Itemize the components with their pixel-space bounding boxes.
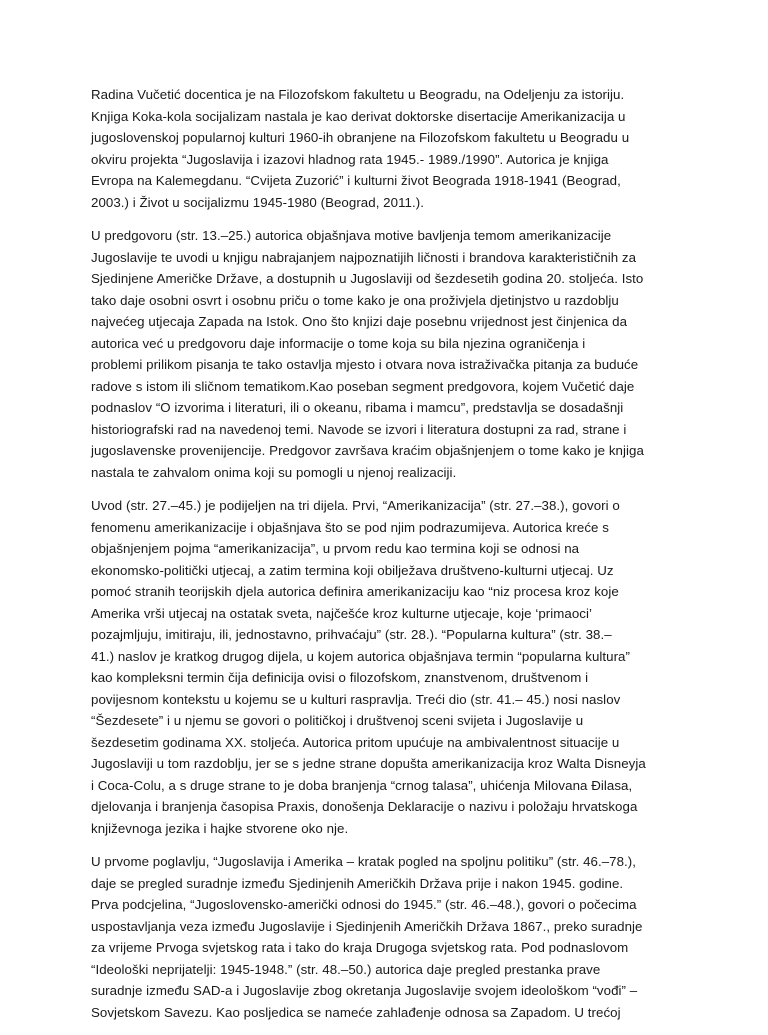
text-line: objašnjenjem pojma “amerikanizacija”, u prvom redu kao termina koji se odnosi na xyxy=(91,541,580,556)
text-line: pomoć stranih teorijskih djela autorica definira amerikanizaciju kao “niz procesa kroz koje xyxy=(91,584,619,599)
text-line: daje se pregled suradnje između Sjedinjenih Američkih Država prije i nakon 1945. godine. xyxy=(91,875,624,891)
text-line: Sovjetskom Savezu. Kao posljedica se nameće zahlađenje odnosa sa Zapadom. U trećoj xyxy=(91,1004,621,1020)
text-line: Knjiga Koka-kola socijalizam nastala je kao derivat doktorske disertacije Amerikanizacija u xyxy=(91,108,626,124)
text-line: najvećeg utjecaja Zapada na Istok. Ono što knjizi daje posebnu vrijednost jest činjenica da xyxy=(91,314,628,329)
text-line: historiografski rad na navedenoj temi. Navode se izvori i literatura dostupni za rad, strane i xyxy=(91,421,627,437)
text-line: jugoslovenskoj popularnoj kulturi 1960-ih obranjene na Filozofskom fakultetu u Beogradu u xyxy=(91,130,630,145)
text-line: “Šezdesete” i u njemu se govori o političkoj i društvenoj sceni svijeta i Jugoslavije u xyxy=(91,713,584,728)
text-line: pozajmljuju, imitiraju, ili, jednostavno, prihvaćaju” (str. 28.). “Popularna kultura” (str. 38.– xyxy=(91,627,612,642)
text-line: fenomenu amerikanizacije i objašnjava što se pod njim podrazumijeva. Autorica kreće s xyxy=(91,519,609,535)
text-line: Radina Vučetić docentica je na Filozofskom fakultetu u Beogradu, na Odeljenju za istoriju. xyxy=(91,87,625,102)
text-line: književnoga jezika i hajke stvorene oko nje. xyxy=(91,820,349,836)
text-line: “Ideološki neprijatelji: 1945-1948.” (str. 48.–50.) autorica daje pregled prestanka prave xyxy=(91,961,601,977)
text-line: Amerika vrši utjecaj na ostatak sveta, najčešće kroz kulturne utjecaje, koje ‘primaoci’ xyxy=(91,605,592,621)
text-line: šezdesetim godinama XX. stoljeća. Autorica pritom upućuje na ambivalentnost situacije u xyxy=(91,734,620,750)
text-line: okviru projekta “Jugoslavija i izazovi hladnog rata 1945.- 1989./1990”. Autorica je knjiga xyxy=(91,151,609,167)
text-line: suradnje između SAD-a i Jugoslavije zbog okretanja Jugoslavije svojem ideološkom “vođi” – xyxy=(91,983,638,998)
paragraph xyxy=(91,225,691,483)
text-line: djelovanja i branjenja časopisa Praxis, donošenja Deklaracije o nazivu i položaju hrvatskoga xyxy=(91,799,638,814)
text-line: podnaslov “O izvorima i literaturi, ili o okeanu, ribama i mamcu”, predstavlja se dosadašnji xyxy=(91,400,624,415)
text-line: tako daje osobni osvrt i osobnu priču o tome kako je ona proživjela djetinjstvo u razdoblju xyxy=(91,292,619,308)
text-line: 41.) naslov je kratkog drugog dijela, u kojem autorica objašnjava termin “popularna kultura” xyxy=(91,648,630,664)
text-line: Jugoslavije te uvodi u knjigu nabrajanjem najpoznatijih ličnosti i brandova karakterističnih za xyxy=(91,249,637,265)
text-line: ekonomsko-politički utjecaj, a zatim termina koji obilježava društveno-kulturni utjecaj. Uz xyxy=(91,562,614,578)
text-line: U prvome poglavlju, “Jugoslavija i Amerika – kratak pogled na spoljnu politiku” (str. 46.–78.), xyxy=(91,854,637,869)
text-line: Evropa na Kalemegdanu. “Cvijeta Zuzorić” i kulturni život Beograda 1918-1941 (Beograd, xyxy=(91,173,621,188)
text-line: uspostavljanja veza između Jugoslavije i Sjedinjenih Američkih Država 1867., preko suradnje xyxy=(91,918,643,934)
paragraph xyxy=(91,851,691,1023)
text-line: kao kompleksni termin čija definicija ovisi o filozofskom, znanstvenom, društvenom i xyxy=(91,670,589,685)
text-line: radove s istom ili sličnom tematikom.Kao poseban segment predgovora, kojem Vučetić daje xyxy=(91,378,635,394)
document-page xyxy=(91,84,691,1035)
text-line: autorica već u predgovoru daje informacije o tome koja su bila njezina ograničenja i xyxy=(91,335,586,351)
text-line: nastala te zahvalom onima koji su pomogli u njenoj realizaciji. xyxy=(91,464,457,480)
text-line: Uvod (str. 27.–45.) je podijeljen na tri dijela. Prvi, “Amerikanizacija” (str. 27.–38.), govori o xyxy=(91,498,620,513)
paragraph xyxy=(91,84,691,213)
text-line: 2003.) i Život u socijalizmu 1945-1980 (Beograd, 2011.). xyxy=(91,194,424,210)
text-line: za vrijeme Prvoga svjetskog rata i tako do kraja Drugoga svjetskog rata. Pod podnaslovom xyxy=(91,940,629,955)
text-line: i Coca-Colu, a s druge strane to je doba branjenja “crnog talasa”, uhićenja Milovana Đilasa, xyxy=(91,777,633,793)
text-line: Sjedinjene Američke Države, a dostupnih u Jugoslaviji od šezdesetih godina 20. stoljeća. Isto xyxy=(91,271,644,286)
text-line: U predgovoru (str. 13.–25.) autorica objašnjava motive bavljenja temom amerikanizacije xyxy=(91,228,612,243)
text-line: jugoslavenske provenijencije. Predgovor završava kraćim objašnjenjem o tome kako je knjiga xyxy=(91,443,644,458)
text-line: povijesnom kontekstu u kojemu se u kulturi raspravlja. Treći dio (str. 41.– 45.) nosi naslov xyxy=(91,691,621,707)
paragraph xyxy=(91,495,691,839)
text-line: Prva podcjelina, “Jugoslovensko-američki odnosi do 1945.” (str. 46.–48.), govori o počecima xyxy=(91,897,637,912)
text-line: problemi prilikom pisanja te tako ostavlja mjesto i otvara nova istraživačka pitanja za buduće xyxy=(91,357,639,372)
text-line: Jugoslaviji u tom razdoblju, jer se s jedne strane dopušta amerikanizacija kroz Walta Disneyja xyxy=(91,756,646,771)
